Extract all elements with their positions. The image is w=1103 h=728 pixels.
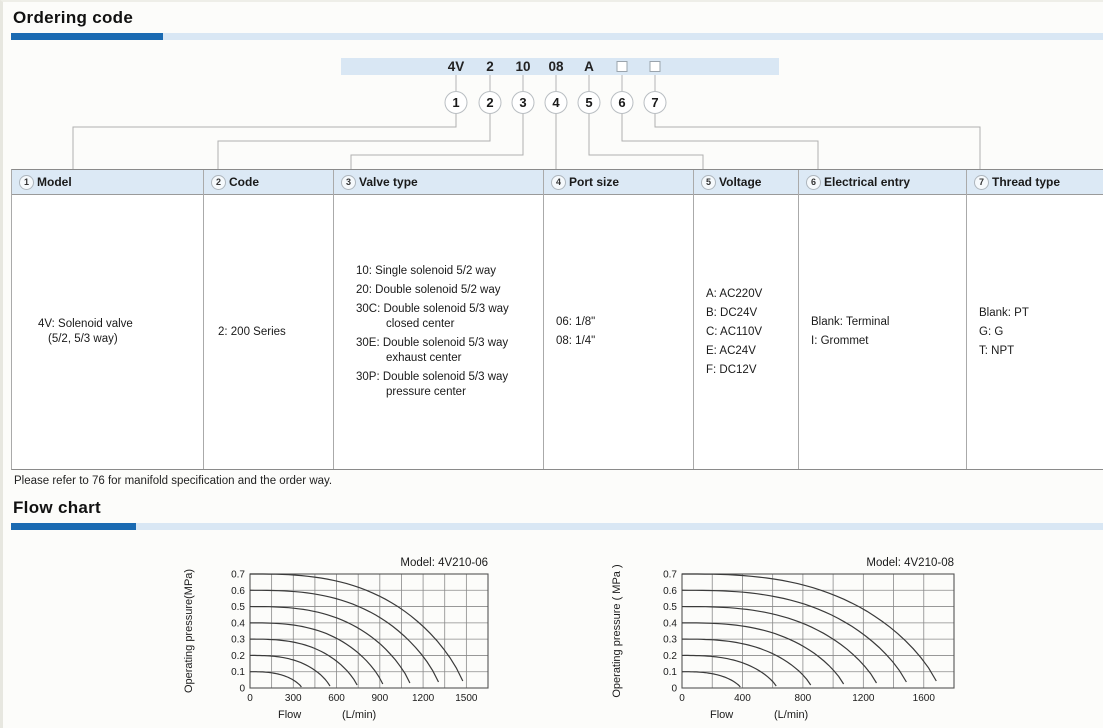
y-tick-label: 0.3 [231, 634, 245, 646]
chart-svg [178, 542, 528, 728]
option-item [706, 344, 794, 359]
column-header [544, 170, 693, 195]
option-text: G: G [979, 325, 1004, 338]
option-text: Blank: PT [979, 306, 1029, 319]
x-axis-unit: (L/min) [774, 709, 809, 721]
x-tick-label: 300 [284, 693, 302, 704]
option-text: 30C: Double solenoid 5/3 way [356, 303, 509, 315]
table-column-thread-type [967, 170, 1103, 469]
option-text: C: AC110V [706, 325, 763, 338]
option-item [979, 344, 1102, 359]
y-tick-label: 0.2 [231, 650, 245, 662]
option-text: B: DC24V [706, 306, 758, 319]
option-continuation: closed center [386, 318, 455, 330]
y-tick-label: 0.6 [231, 585, 245, 597]
option-item [556, 334, 689, 349]
option-item [811, 315, 962, 330]
column-header [204, 170, 333, 195]
option-item [706, 306, 794, 321]
y-tick-label: 0.4 [663, 618, 677, 630]
table-column-voltage [694, 170, 799, 469]
segment-circle-7: 7 [644, 91, 667, 114]
header-label: Code [229, 175, 259, 189]
option-text: T: NPT [979, 344, 1015, 357]
option-text: A: AC220V [706, 287, 763, 300]
y-tick-label: 0 [671, 683, 677, 695]
option-continuation: exhaust center [386, 352, 462, 364]
column-body [204, 195, 333, 469]
segment-circle-4: 4 [545, 91, 568, 114]
header-label: Model [37, 175, 72, 189]
option-item [706, 325, 794, 340]
y-tick-label: 0.1 [663, 667, 677, 679]
column-header [334, 170, 543, 195]
y-tick-label: 0.6 [663, 585, 677, 597]
option-item [556, 315, 689, 330]
flow-chart-4v210-06 [178, 542, 528, 728]
chart-svg [606, 542, 966, 728]
table-column-electrical-entry [799, 170, 967, 469]
y-tick-label: 0 [239, 683, 245, 695]
flow-curve [250, 639, 357, 685]
option-item [38, 317, 199, 347]
x-axis-unit: (L/min) [342, 709, 377, 721]
underline-light-segment [163, 33, 1103, 40]
code-segment-2: 2 [486, 59, 494, 74]
y-tick-label: 0.7 [231, 569, 245, 581]
ordering-title-underline [11, 33, 1103, 40]
code-segment-4: 08 [548, 59, 564, 74]
option-text: 10: Single solenoid 5/2 way [356, 265, 497, 277]
x-tick-label: 1500 [455, 693, 478, 704]
segment-circle-1: 1 [445, 91, 468, 114]
x-tick-label: 1200 [852, 693, 875, 704]
option-item [706, 363, 794, 378]
underline-dark-segment [11, 523, 136, 530]
chart-model-title: Model: 4V210-06 [400, 557, 488, 569]
column-body [334, 195, 543, 469]
y-tick-label: 0.5 [663, 602, 677, 614]
y-tick-label: 0.3 [663, 634, 677, 646]
option-item [218, 325, 329, 340]
table-column-model [12, 170, 204, 469]
flow-curve [682, 623, 844, 684]
header-number-circle: 2 [211, 175, 226, 190]
column-body [799, 195, 966, 469]
option-item [706, 287, 794, 302]
flow-title-underline [11, 523, 1103, 530]
flow-curve [682, 590, 906, 682]
option-item [979, 325, 1102, 340]
column-body [694, 195, 798, 469]
x-tick-label: 0 [679, 693, 685, 704]
ordering-code-table [11, 169, 1103, 470]
option-text: E: AC24V [706, 344, 756, 357]
empty-code-box [617, 61, 628, 72]
header-label: Valve type [359, 175, 418, 189]
y-tick-label: 0.2 [663, 650, 677, 662]
flow-curve [682, 639, 811, 685]
segment-circle-3: 3 [512, 91, 535, 114]
y-axis-label: Operating pressure ( MPa ) [611, 564, 623, 698]
column-body [12, 195, 203, 469]
x-tick-label: 900 [371, 693, 389, 704]
chart-model-title: Model: 4V210-08 [866, 557, 954, 569]
underline-dark-segment [11, 33, 163, 40]
manifold-footnote: Please refer to 76 for manifold specification and the order way. [14, 475, 333, 487]
option-item [811, 334, 962, 349]
option-text: F: DC12V [706, 363, 757, 376]
y-axis-label: Operating pressure(MPa) [183, 568, 195, 694]
option-item [356, 264, 539, 279]
header-number-circle: 7 [974, 175, 989, 190]
x-tick-label: 0 [247, 693, 253, 704]
column-header [12, 170, 203, 195]
option-item [979, 306, 1102, 321]
y-tick-label: 0.7 [663, 569, 677, 581]
header-label: Port size [569, 175, 620, 189]
option-item [356, 370, 539, 400]
x-axis-label: Flow [710, 709, 734, 721]
header-number-circle: 4 [551, 175, 566, 190]
table-column-valve-type [334, 170, 544, 469]
x-tick-label: 1600 [912, 693, 935, 704]
flow-curve [250, 623, 383, 684]
flow-curve [250, 655, 330, 686]
code-segment-3: 10 [515, 59, 531, 74]
header-label: Electrical entry [824, 175, 911, 189]
header-number-circle: 3 [341, 175, 356, 190]
x-tick-label: 600 [328, 693, 345, 704]
option-text: 08: 1/4" [556, 335, 596, 347]
option-continuation: (5/2, 5/3 way) [48, 333, 118, 345]
option-text: 2: 200 Series [218, 325, 286, 338]
option-text: I: Grommet [811, 335, 869, 347]
code-segment-5: A [584, 59, 594, 74]
header-number-circle: 1 [19, 175, 34, 190]
x-tick-label: 1200 [411, 693, 435, 704]
x-axis-label: Flow [278, 709, 302, 721]
flow-curve [682, 672, 740, 687]
flow-curve [682, 655, 776, 686]
x-tick-label: 800 [794, 693, 812, 704]
table-column-code [204, 170, 334, 469]
segment-circle-2: 2 [479, 91, 502, 114]
ordering-code-bar [341, 58, 779, 75]
flow-chart-4v210-08 [606, 542, 966, 728]
header-number-circle: 5 [701, 175, 716, 190]
segment-circle-6: 6 [611, 91, 634, 114]
option-text: Blank: Terminal [811, 316, 890, 328]
option-text: 30P: Double solenoid 5/3 way [356, 371, 509, 383]
option-item [356, 302, 539, 332]
option-text: 06: 1/8" [556, 316, 596, 328]
option-text: 20: Double solenoid 5/2 way [356, 284, 501, 296]
x-tick-label: 400 [734, 693, 751, 704]
option-continuation: pressure center [386, 386, 466, 398]
column-header [967, 170, 1103, 195]
flow-chart-title: Flow chart [13, 498, 102, 517]
underline-light-segment [136, 523, 1103, 530]
column-header [694, 170, 798, 195]
header-label: Voltage [719, 175, 762, 189]
y-tick-label: 0.4 [231, 618, 245, 630]
option-item [356, 336, 539, 366]
table-column-port-size [544, 170, 694, 469]
header-label: Thread type [992, 175, 1061, 189]
column-body [544, 195, 693, 469]
option-text: 4V: Solenoid valve [38, 318, 133, 330]
column-header [799, 170, 966, 195]
flow-curve [250, 672, 301, 687]
empty-code-box [650, 61, 661, 72]
option-item [356, 283, 539, 298]
option-text: 30E: Double solenoid 5/3 way [356, 337, 509, 349]
y-tick-label: 0.1 [231, 667, 245, 679]
segment-circle-5: 5 [578, 91, 601, 114]
y-tick-label: 0.5 [231, 602, 245, 614]
column-body [967, 195, 1103, 469]
code-segment-1: 4V [447, 59, 465, 74]
header-number-circle: 6 [806, 175, 821, 190]
ordering-code-title: Ordering code [13, 8, 134, 27]
